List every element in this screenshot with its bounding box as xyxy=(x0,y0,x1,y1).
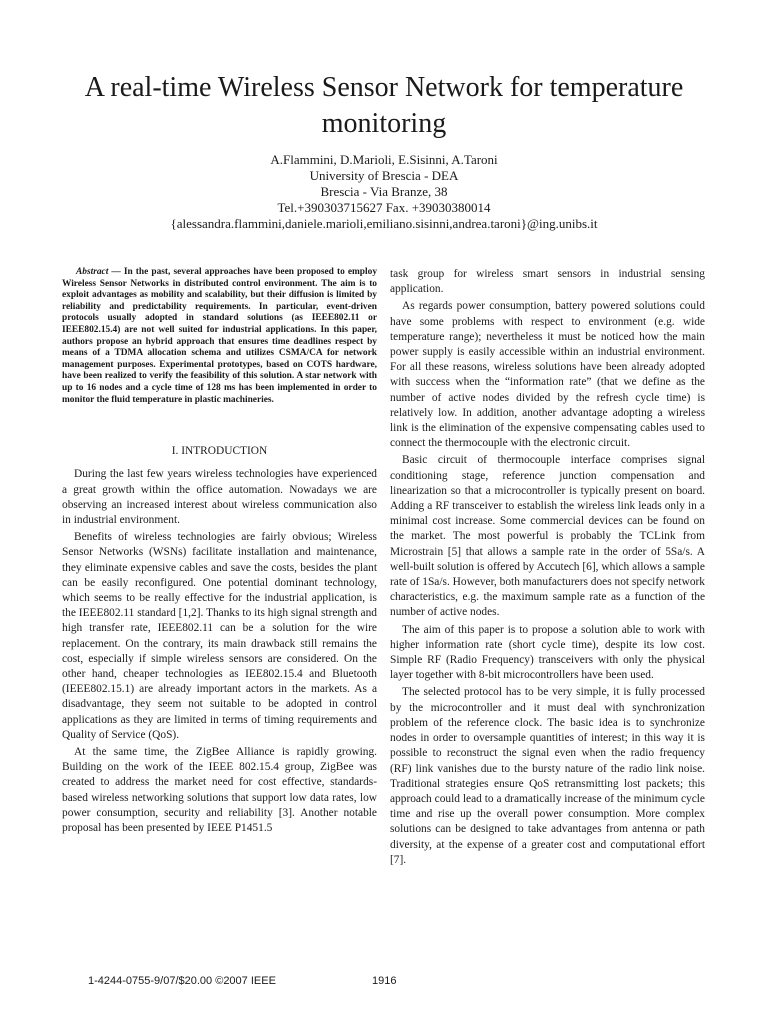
body-paragraph: At the same time, the ZigBee Alliance is rapidly growing. Building on the work of the IEEE 802.15.4 group, ZigBee was created to address the market need for cost effective, standards-based wireless networking solutions that support low data rates, low power consumption, security and reliability [3]. Another notable proposal has been presented by IEEE P1451.5 xyxy=(62,745,377,834)
author-block xyxy=(60,152,708,232)
right-column xyxy=(390,267,705,870)
body-paragraph: task group for wireless smart sensors in industrial sensing application. xyxy=(390,268,705,296)
left-column xyxy=(62,267,377,838)
body-paragraph: As regards power consumption, battery powered solutions could have some problems with respect to environment (e.g. wide temperature range); nevertheless it must be noticed how the main power supply is easily accessible within an industrial environment. For all these reasons, wireless solutions have been already adopted with success when the “information rate” (that we define as the number of active nodes divided by the refresh cycle time) is relatively low. In addition, another advantage adopting a wireless link is the elimination of the expensive compensating cables used to connect the thermocouple with the electronic circuit. xyxy=(390,300,705,450)
author-affiliation: University of Brescia - DEA xyxy=(309,168,459,183)
author-emails: {alessandra.flammini,daniele.marioli,emiliano.sisinni,andrea.taroni}@ing.unibs.it xyxy=(170,216,598,231)
body-paragraph: Basic circuit of thermocouple interface comprises signal conditioning stage, reference junction compensation and linearization so that a microcontroller is typically present on board. Adding a RF transceiver to establish the wireless link leads only in a minimal cost increase. Some commercial devices can be found on the market. The most powerful is probably the TCLink from Microstrain [5] that allows a sample rate in the order of 5Sa/s. A well-built solution is offered by Accutech [6], which allows a sample rate of 1Sa/s. However, both manufacturers does not specify network characteristics, e.g. the maximum sample rate as a function of the number of active nodes. xyxy=(390,454,705,619)
author-names: A.Flammini, D.Marioli, E.Sisinni, A.Taroni xyxy=(270,152,498,167)
author-address: Brescia - Via Branze, 38 xyxy=(320,184,448,199)
copyright-footer: 1-4244-0755-9/07/$20.00 ©2007 IEEE xyxy=(88,975,276,987)
page-number: 1916 xyxy=(372,975,397,987)
body-paragraph: During the last few years wireless technologies have experienced a great growth within the office automation. Nowadays we are observing an increased interest about wireless communication also in industrial environment. xyxy=(62,468,377,526)
abstract xyxy=(62,267,377,406)
body-paragraph: Benefits of wireless technologies are fairly obvious; Wireless Sensor Networks (WSNs) facilitate installation and maintenance, they eliminate expensive cables and save the costs, besides the plant can be easily reconfigured. One potential dominant technology, which seems to be really effective for the industrial application, is the IEEE802.11 standard [1,2]. Thanks to its high signal strength and high transfer rate, IEEE802.11 can be a solution for the wire replacement. On the contrary, its main drawback still remains the cost, especially if simple wireless sensors are considered. On the other hand, cheaper technologies as IEE802.15.4 and Bluetooth (IEEE802.15.1) are already important actors in the markets. As a disadvantage, they seem not suitable to be adopted in control applications as they are limited in terms of timing requirements and Quality of Service (QoS). xyxy=(62,531,377,741)
paper-title: A real-time Wireless Sensor Network for temperature monitoring xyxy=(84,72,684,139)
abstract-dash: — xyxy=(108,267,124,277)
abstract-text: In the past, several approaches have been proposed to employ Wireless Sensor Networks in distributed control environment. The aim is to exploit advantages as mobility and scalability, but their diffusion is limited by reliability and predictability requirements. In particular, event-driven protocols usually adopted in standard solutions (as IEEE802.11 or IEEE802.15.4) are not well suited for industrial applications. In this paper, authors propose an hybrid approach that ensures time deadlines respect by means of a TDMA allocation schema and utilizes CSMA/CA for network management purposes. Experimental prototypes, based on COTS hardware, have been realized to verify the feasibility of this solution. A star network with up to 16 nodes and a cycle time of 128 ms has been implemented in order to monitor the fluid temperature in plastic machineries. xyxy=(62,267,378,405)
body-paragraph: The selected protocol has to be very simple, it is fully processed by the microcontroller and it must deal with synchronization problem of the reference clock. The basic idea is to synchronize nodes in order to oversample quantities of interest; in this way it is possible to reconstruct the signal even when the radio frequency (RF) link vanishes due to the bursty nature of the radio link noise. Traditional strategies ensure QoS retransmitting lost packets; this approach could lead to a dramatically increase of the minimum cycle time and rise up the overall power consumption. More complex solutions can be designed to take advantages from antenna or path diversity, at the expense of a greater cost and computational effort [7]. xyxy=(390,686,705,866)
author-phone: Tel.+390303715627 Fax. +39030380014 xyxy=(277,200,491,215)
body-paragraph: The aim of this paper is to propose a solution able to work with higher information rate (short cycle time), despite its low cost. Simple RF (Radio Frequency) transceivers with only the physical layer together with 8-bit microcontrollers have been used. xyxy=(390,623,705,682)
section-heading-introduction: I. INTRODUCTION xyxy=(171,445,268,458)
abstract-label: Abstract xyxy=(76,267,109,277)
